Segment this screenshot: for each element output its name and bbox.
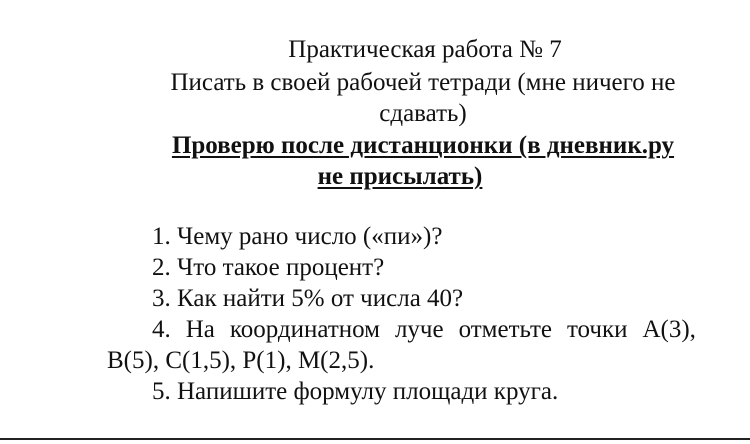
task-item-4-continuation: В(5), С(1,5), Р(1), М(2,5). xyxy=(107,347,375,374)
task-item-5: 5. Напишите формулу площади круга. xyxy=(152,378,559,405)
page-bottom-border xyxy=(0,438,750,440)
note-line-1: Проверю после дистанционки (в дневник.ру xyxy=(171,132,675,159)
task-4-word: На xyxy=(185,316,215,343)
task-item-3: 3. Как найти 5% от числа 40? xyxy=(152,285,464,312)
task-4-word: 4. xyxy=(152,316,171,343)
task-4-word: точки xyxy=(566,316,628,343)
document-title: Практическая работа № 7 xyxy=(288,36,562,63)
instruction-line-2: сдавать) xyxy=(379,100,467,127)
task-4-word: отметьте xyxy=(458,316,552,343)
task-item-1: 1. Чему рано число («пи»)? xyxy=(152,223,443,250)
instruction-line-1: Писать в своей рабочей тетради (мне ничего не xyxy=(170,69,676,96)
task-item-4 xyxy=(152,315,696,345)
task-4-word: координатном xyxy=(229,316,380,343)
task-4-word: А(3), xyxy=(642,316,696,343)
note-line-2: не присылать) xyxy=(317,163,483,190)
task-4-word: луче xyxy=(394,316,444,343)
task-item-2: 2. Что такое процент? xyxy=(152,254,385,281)
